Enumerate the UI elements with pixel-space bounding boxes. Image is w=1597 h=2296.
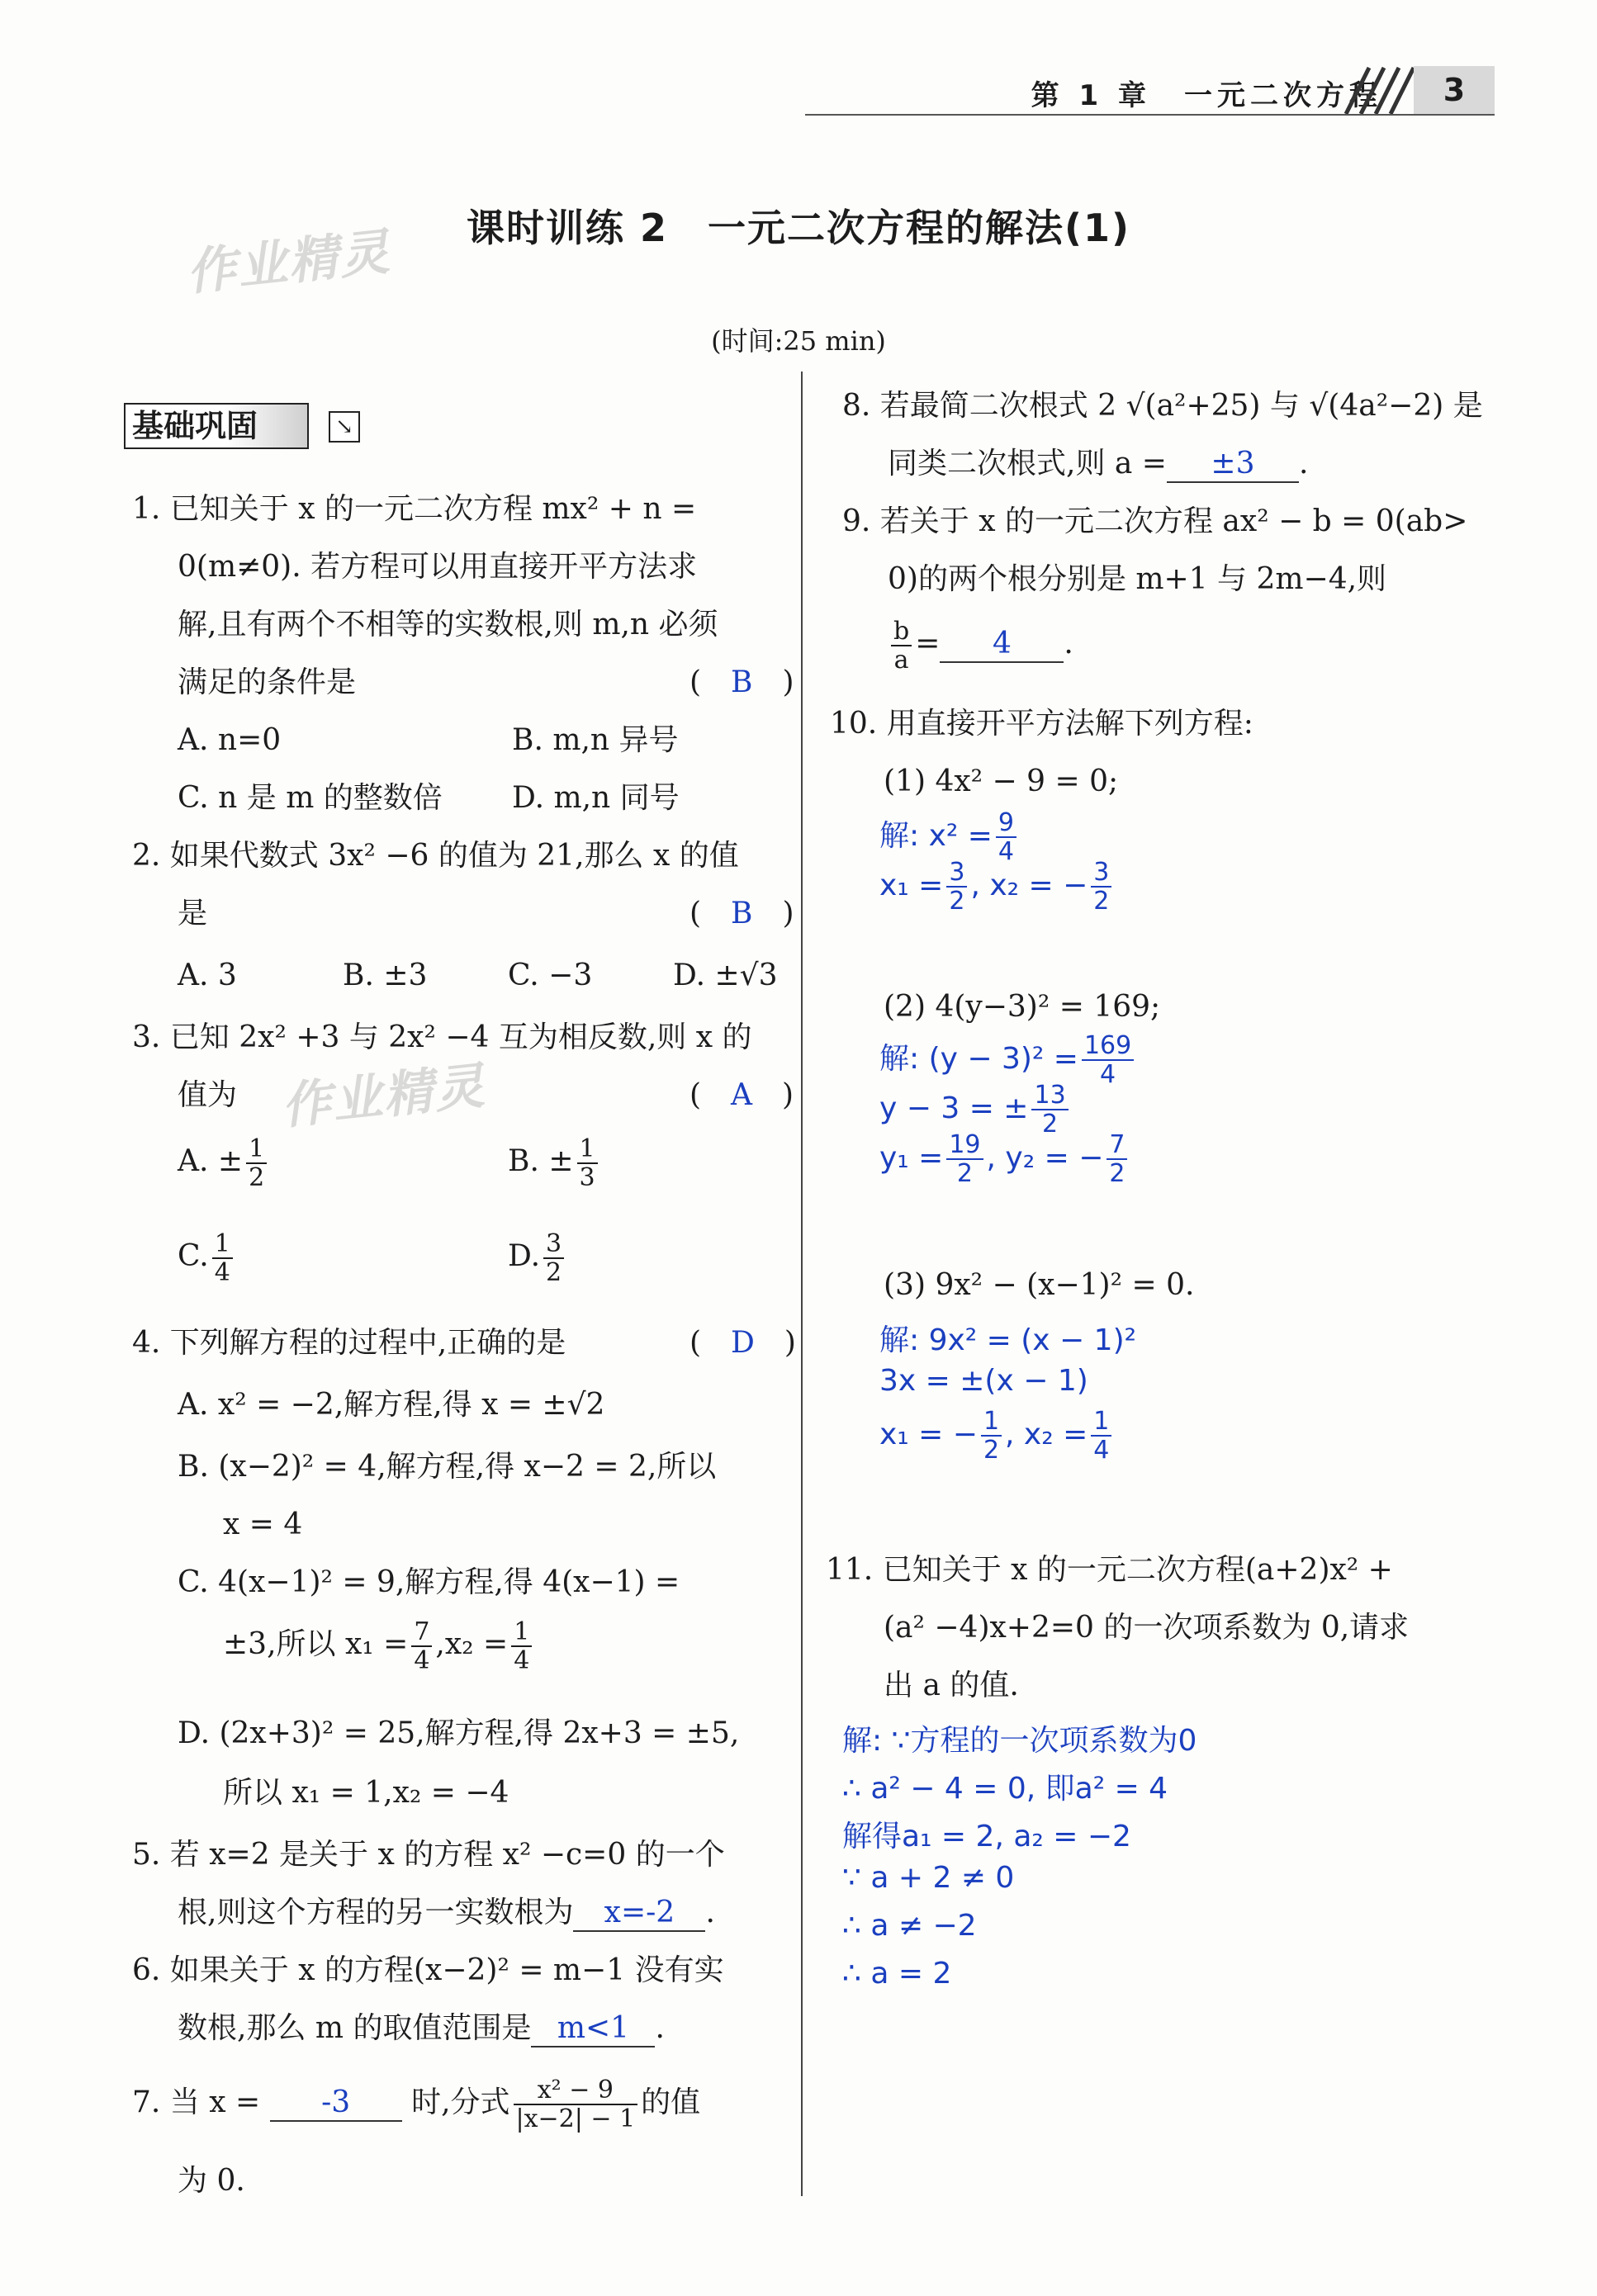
option-label: C. [178, 1239, 209, 1273]
fraction [411, 1618, 432, 1674]
q3-answer-bracket: ( A ) [690, 1078, 794, 1112]
q8-line: 8. 若最简二次根式 2 √(a²+25) 与 √(4a²−2) 是 [842, 389, 1483, 423]
text: 解: x² = [879, 819, 993, 853]
numerator: 169 [1082, 1032, 1134, 1061]
q9-answer: 4 [940, 626, 1064, 663]
q11-solution-line: 解: ∵方程的一次项系数为0 [842, 1724, 1197, 1758]
q6-answer: m<1 [531, 2010, 655, 2047]
page-title: 课时训练 2 一元二次方程的解法(1) [466, 206, 1131, 250]
q9-line: 9. 若关于 x 的一元二次方程 ax² − b = 0(ab> [842, 504, 1468, 538]
page-number: 3 [1414, 66, 1495, 114]
fraction [246, 1135, 267, 1191]
fraction [891, 618, 912, 674]
option-label: D. [508, 1239, 541, 1273]
q6-line: 6. 如果关于 x 的方程(x−2)² = m−1 没有实 [132, 1953, 724, 1987]
denominator: 4 [1100, 1060, 1116, 1089]
text: 同类二次根式,则 a = [888, 447, 1167, 481]
denominator: 2 [1042, 1110, 1059, 1139]
numerator: x² − 9 [514, 2076, 638, 2105]
text: 7. 当 x = [132, 2085, 261, 2119]
text: 数根,那么 m 的取值范围是 [178, 2011, 532, 2045]
numerator: 7 [1107, 1131, 1127, 1160]
q8-answer: ±3 [1167, 446, 1299, 483]
header-rule [805, 114, 1495, 116]
denominator: 2 [249, 1163, 265, 1192]
text: ,x₂ = [435, 1627, 509, 1661]
numerator: 3 [946, 859, 967, 888]
q3-line: 3. 已知 2x² +3 与 2x² −4 互为相反数,则 x 的 [132, 1020, 752, 1054]
q4-option-a: A. x² = −2,解方程,得 x = ±√2 [178, 1388, 605, 1422]
fraction [1091, 859, 1111, 915]
fraction [946, 859, 967, 915]
q11-line: 11. 已知关于 x 的一元二次方程(a+2)x² + [826, 1553, 1393, 1587]
q5-answer: x=-2 [573, 1895, 705, 1932]
fraction [946, 1131, 983, 1187]
denominator: a [893, 646, 909, 675]
text: ±3,所以 x₁ = [223, 1627, 409, 1661]
fraction [577, 1135, 598, 1191]
q1-option: D. m,n 同号 [512, 781, 680, 815]
q10-part2-solution [879, 1032, 1137, 1088]
numerator: 1 [981, 1408, 1002, 1437]
time-limit: (时间:25 min) [711, 325, 886, 357]
text: 解: (y − 3)² = [879, 1042, 1078, 1076]
denominator: 4 [998, 837, 1015, 866]
numerator: 1 [1091, 1408, 1111, 1437]
q4-option-c-cont [223, 1618, 535, 1674]
q11-solution-line: 解得a₁ = 2, a₂ = −2 [842, 1820, 1131, 1853]
denominator: 4 [514, 1646, 530, 1675]
numerator: 19 [946, 1131, 983, 1160]
denominator: 2 [1093, 887, 1110, 916]
denominator: 3 [579, 1163, 595, 1192]
q10-part2-solution [879, 1131, 1130, 1187]
q2-option: C. −3 [508, 959, 593, 992]
fraction [1082, 1032, 1134, 1088]
q2-answer: B [731, 897, 753, 930]
option-label: A. ± [178, 1144, 244, 1178]
q3-option-c [178, 1230, 236, 1286]
q1-line: 满足的条件是 [178, 665, 357, 699]
denominator: |x−2| − 1 [515, 2104, 636, 2133]
q11-line: (a² −4)x+2=0 的一次项系数为 0,请求 [884, 1611, 1410, 1645]
q4-option-d: D. (2x+3)² = 25,解方程,得 2x+3 = ±5, [178, 1716, 740, 1750]
q2-option: A. 3 [178, 959, 237, 992]
text: , x₂ = − [970, 869, 1088, 902]
q11-solution-line: ∵ a + 2 ≠ 0 [842, 1861, 1015, 1895]
fraction [1091, 1408, 1111, 1464]
q1-line: 解,且有两个不相等的实数根,则 m,n 必须 [178, 608, 718, 641]
text: y₁ = [879, 1141, 944, 1175]
denominator: 2 [956, 1159, 973, 1188]
fraction [212, 1230, 233, 1286]
q3-option-a [178, 1135, 270, 1191]
q7-line2: 为 0. [178, 2164, 245, 2198]
q10-part3-solution: 3x = ±(x − 1) [879, 1364, 1088, 1398]
text: 的值 [641, 2085, 701, 2119]
fraction [981, 1408, 1002, 1464]
q1-line: 1. 已知关于 x 的一元二次方程 mx² + n = [132, 492, 697, 526]
q2-answer-bracket: ( B ) [690, 897, 794, 930]
text: = [915, 627, 941, 660]
q10-part1-solution [879, 809, 1020, 865]
column-divider [801, 372, 803, 2196]
q2-line: 是 [178, 897, 208, 930]
q7-line [132, 2076, 700, 2133]
q9-line: 0)的两个根分别是 m+1 与 2m−4,则 [888, 562, 1387, 596]
denominator: 4 [214, 1258, 230, 1287]
q4-option-c: C. 4(x−1)² = 9,解方程,得 4(x−1) = [178, 1565, 680, 1599]
section-label: 基础巩固 [124, 403, 309, 449]
numerator: 13 [1031, 1082, 1068, 1110]
chapter-header: 第 1 章 一元二次方程 [1031, 79, 1382, 112]
text: , x₂ = [1005, 1418, 1088, 1451]
q1-option: B. m,n 异号 [512, 723, 679, 757]
numerator: 1 [212, 1230, 233, 1259]
q9-line: $\frac{b}{a}$ = 4 . [888, 618, 1073, 674]
q3-option-d [508, 1230, 567, 1286]
q2-option: B. ±3 [343, 959, 428, 992]
q3-option-b [508, 1135, 601, 1191]
q4-option-b: B. (x−2)² = 4,解方程,得 x−2 = 2,所以 [178, 1450, 717, 1484]
denominator: 2 [949, 887, 965, 916]
numerator: 3 [1091, 859, 1111, 888]
denominator: 4 [414, 1646, 430, 1675]
q4-option-d-cont: 所以 x₁ = 1,x₂ = −4 [223, 1776, 509, 1810]
q1-answer-bracket: ( B ) [690, 665, 794, 699]
fraction [511, 1618, 532, 1674]
fraction [514, 2076, 638, 2133]
fraction [1107, 1131, 1127, 1187]
text: 根,则这个方程的另一实数根为 [178, 1896, 574, 1929]
q3-answer: A [731, 1078, 753, 1112]
fraction [996, 809, 1016, 865]
q2-line: 2. 如果代数式 3x² −6 的值为 21,那么 x 的值 [132, 839, 739, 873]
text: x₁ = − [879, 1418, 978, 1451]
q10-part3-solution [879, 1408, 1115, 1464]
q7-answer: -3 [270, 2085, 402, 2122]
numerator: 7 [411, 1618, 432, 1647]
q1-option: C. n 是 m 的整数倍 [178, 781, 443, 815]
q1-answer: B [731, 665, 753, 699]
text: x₁ = [879, 869, 944, 902]
numerator: 9 [996, 809, 1016, 838]
q10-part1: (1) 4x² − 9 = 0; [884, 765, 1119, 798]
q1-option: A. n=0 [178, 723, 282, 757]
q3-line: 值为 [178, 1078, 238, 1112]
q4-answer-bracket: ( D ) [690, 1326, 796, 1360]
fraction [1031, 1082, 1068, 1138]
watermark: 作业精灵 [278, 1057, 489, 1136]
header-stripes-decoration [1338, 66, 1416, 116]
denominator: 2 [1109, 1159, 1125, 1188]
q10-stem: 10. 用直接开平方法解下列方程: [830, 707, 1253, 741]
denominator: 2 [546, 1258, 562, 1287]
q10-part2: (2) 4(y−3)² = 169; [884, 990, 1161, 1024]
q4-stem: 4. 下列解方程的过程中,正确的是 [132, 1326, 566, 1360]
q10-part3: (3) 9x² − (x−1)² = 0. [884, 1268, 1195, 1302]
q2-option: D. ±√3 [673, 959, 778, 992]
fraction [543, 1230, 564, 1286]
q1-line: 0(m≠0). 若方程可以用直接开平方法求 [178, 550, 698, 584]
numerator: 1 [511, 1618, 532, 1647]
watermark: 作业精灵 [183, 223, 394, 302]
q10-part2-solution [879, 1082, 1072, 1138]
q5-line: 5. 若 x=2 是关于 x 的方程 x² −c=0 的一个 [132, 1838, 725, 1872]
q4-option-b-cont: x = 4 [223, 1508, 303, 1541]
q6-line: 数根,那么 m 的取值范围是 m<1 . [178, 2010, 665, 2047]
q11-solution-line: ∴ a² − 4 = 0, 即a² = 4 [842, 1772, 1168, 1806]
denominator: 2 [983, 1436, 1000, 1465]
numerator: b [891, 618, 912, 646]
numerator: 1 [577, 1135, 598, 1164]
q4-answer: D [731, 1326, 755, 1360]
denominator: 4 [1093, 1436, 1110, 1465]
q10-part3-solution: 解: 9x² = (x − 1)² [879, 1323, 1137, 1357]
text: y − 3 = ± [879, 1091, 1029, 1125]
q5-line: 根,则这个方程的另一实数根为 x=-2 . [178, 1895, 715, 1932]
numerator: 3 [543, 1230, 564, 1259]
q11-line: 出 a 的值. [884, 1669, 1019, 1702]
numerator: 1 [246, 1135, 267, 1164]
q10-part1-solution [879, 859, 1115, 915]
text: 时,分式 [411, 2085, 510, 2119]
q11-solution-line: ∴ a ≠ −2 [842, 1909, 977, 1943]
q8-line: 同类二次根式,则 a = ±3 . [888, 446, 1308, 483]
arrow-icon: ↘ [329, 411, 360, 443]
text: , y₂ = − [986, 1141, 1104, 1175]
q11-solution-line: ∴ a = 2 [842, 1957, 952, 1991]
option-label: B. ± [508, 1144, 574, 1178]
